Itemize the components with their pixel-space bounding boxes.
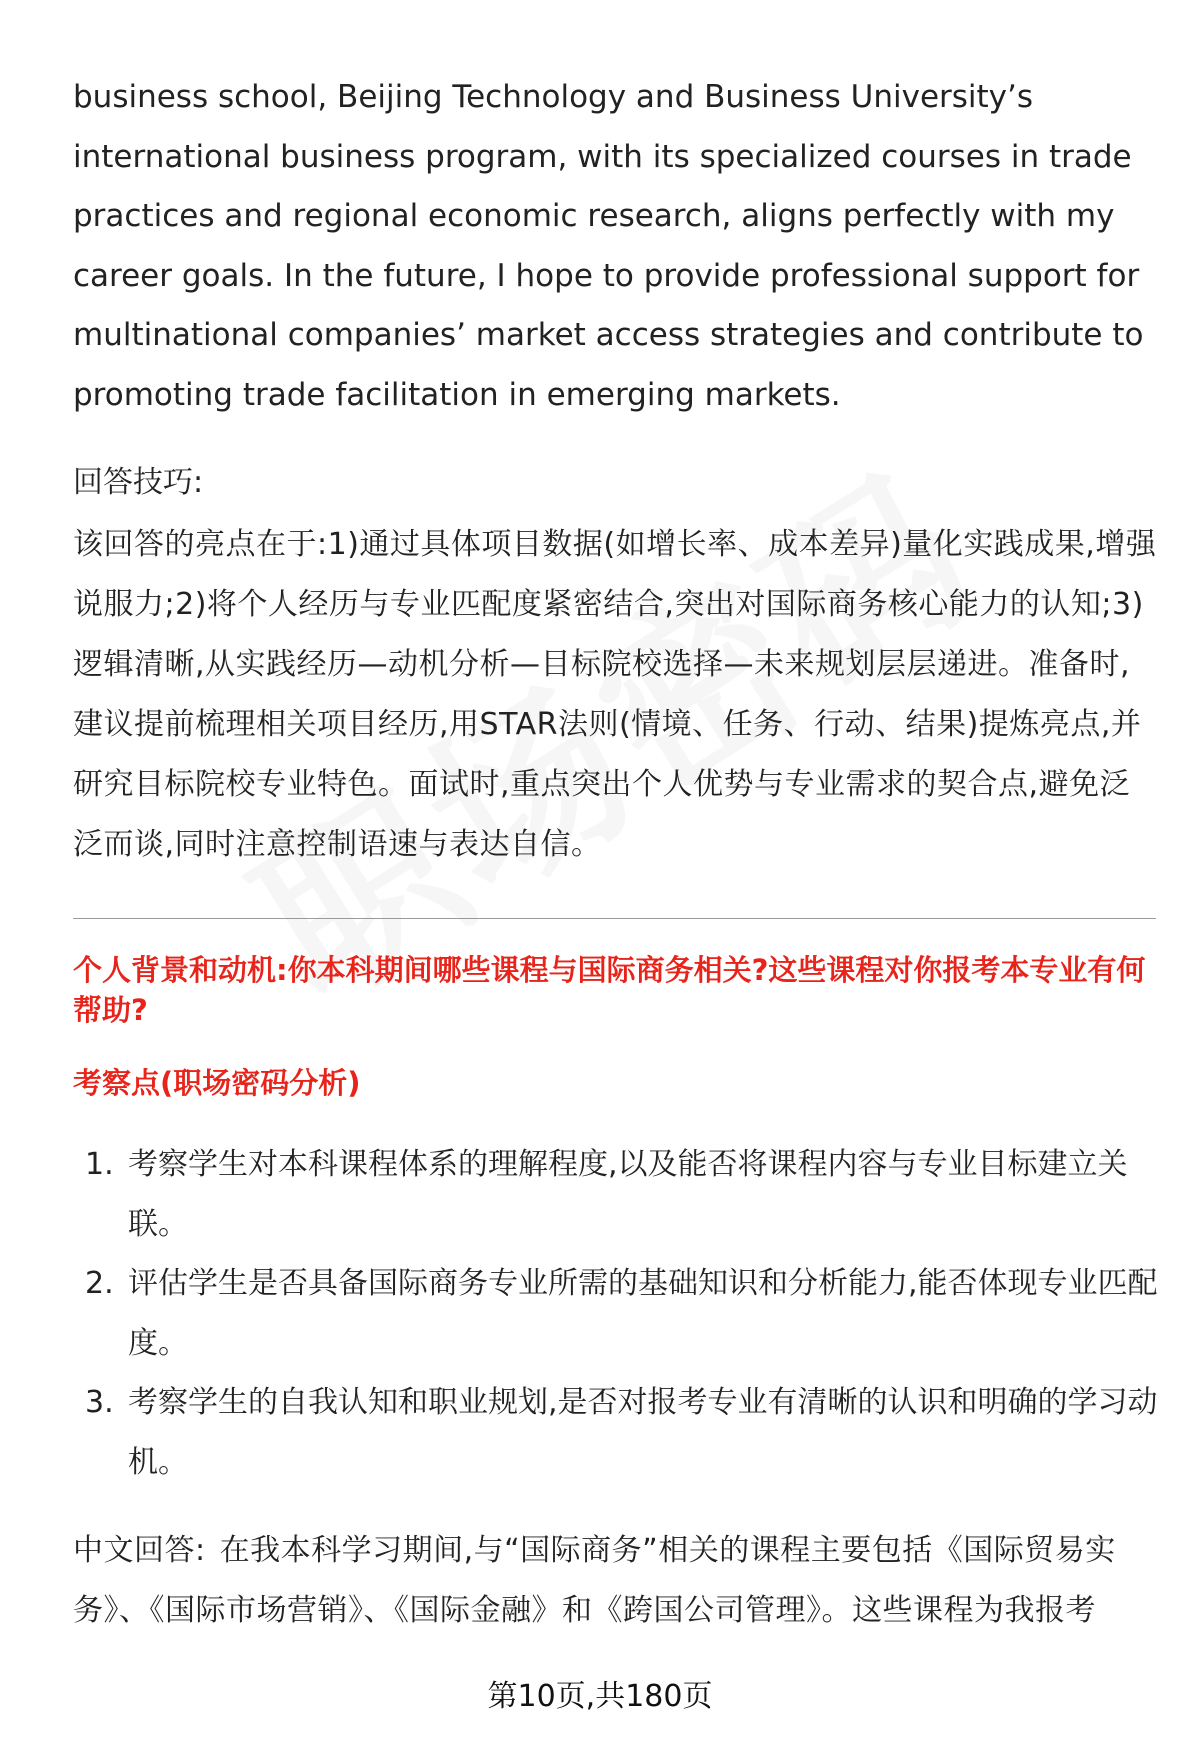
chinese-answer-text: 在我本科学习期间,与“国际商务”相关的课程主要包括《国际贸易实务》、《国际市场营销》、《国际金融》和《跨国公司管理》。这些课程为我报考 bbox=[73, 1533, 1116, 1628]
english-answer-paragraph: business school, Beijing Technology and Business University’s international business program, with its specialized courses in trade practices and regional economic research, aligns perfectly with my career goals. In the future, I hope to provide professional support for multinational companies’ market access strategies and contribute to promoting trade facilitation in emerging markets. bbox=[73, 79, 1144, 413]
question-title: 个人背景和动机:你本科期间哪些课程与国际商务相关?这些课程对你报考本专业有何帮助? bbox=[73, 953, 1146, 1027]
list-item-number: 1. bbox=[85, 1147, 114, 1182]
list-item-number: 2. bbox=[85, 1266, 114, 1301]
tips-label: 回答技巧: bbox=[73, 465, 204, 500]
list-item-text: 评估学生是否具备国际商务专业所需的基础知识和分析能力,能否体现专业匹配度。 bbox=[128, 1266, 1158, 1361]
list-item bbox=[73, 1135, 1163, 1254]
list-item-number: 3. bbox=[85, 1385, 114, 1420]
list-item bbox=[73, 1373, 1163, 1492]
page-number-footer: 第10页,共180页 bbox=[487, 1679, 713, 1714]
list-item-text: 考察学生对本科课程体系的理解程度,以及能否将课程内容与专业目标建立关联。 bbox=[128, 1147, 1128, 1242]
chinese-answer-label: 中文回答: bbox=[73, 1533, 206, 1568]
tips-paragraph: 该回答的亮点在于:1)通过具体项目数据(如增长率、成本差异)量化实践成果,增强说服力;2)将个人经历与专业匹配度紧密结合,突出对国际商务核心能力的认知;3)逻辑清晰,从实践经历—动机分析—目标院校选择—未来规划层层递进。准备时,建议提前梳理相关项目经历,用STAR法则(情境、任务、行动、结果)提炼亮点,并研究目标院校专业特色。面试时,重点突出个人优势与专业需求的契合点,避免泛泛而谈,同时注意控制语速与表达自信。 bbox=[73, 527, 1157, 862]
list-item bbox=[73, 1254, 1163, 1373]
chinese-answer-paragraph bbox=[73, 1521, 1163, 1641]
assessment-points-heading: 考察点(职场密码分析) bbox=[73, 1066, 361, 1100]
section-divider bbox=[73, 918, 1156, 919]
list-item-text: 考察学生的自我认知和职业规划,是否对报考专业有清晰的认识和明确的学习动机。 bbox=[128, 1385, 1158, 1480]
assessment-points-list bbox=[73, 1135, 1163, 1492]
